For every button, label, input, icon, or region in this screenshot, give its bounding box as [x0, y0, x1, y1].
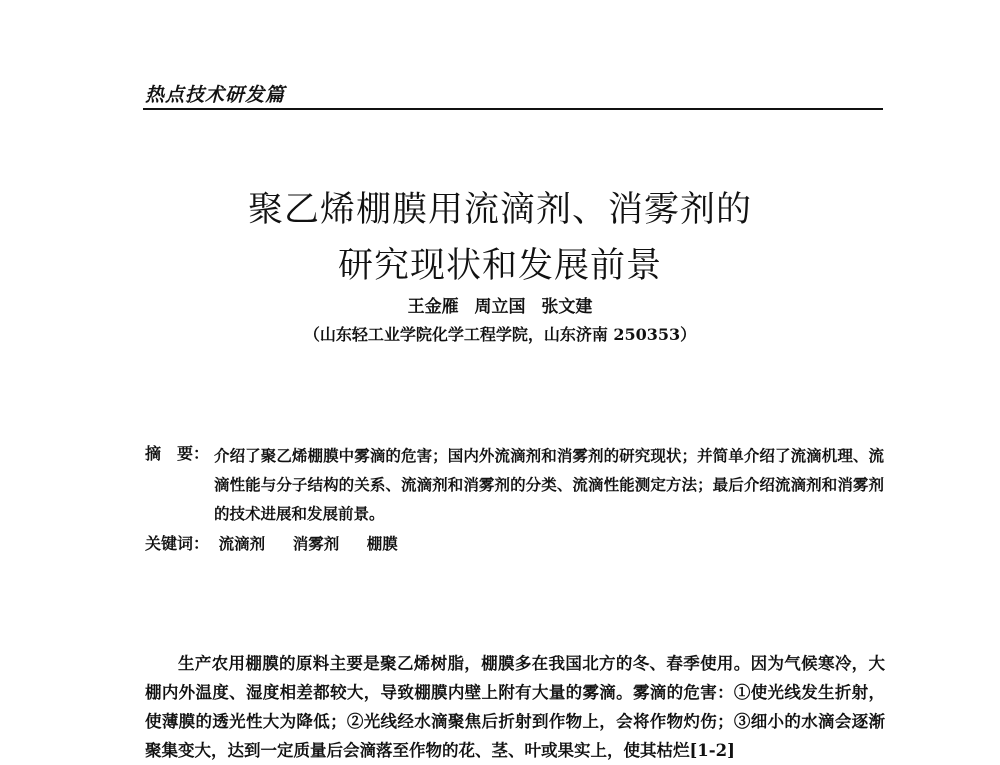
section-header: 热点技术研发篇 — [145, 84, 286, 106]
body-paragraph: 生产农用棚膜的原料主要是聚乙烯树脂，棚膜多在我国北方的冬、春季使用。因为气候寒冷，大棚内外温度、湿度相差都较大，导致棚膜内壁上附有大量的雾滴。雾滴的危害：①使光线发生折射，使薄膜的透光性大为降低；②光线经水滴聚焦后折射到作物上，会将作物灼伤；③细小的水滴会逐渐聚集变大，达到一定质量后会滴落至作物的花、茎、叶或果实上，使其枯烂[1-2] — [145, 654, 885, 760]
abstract-text: 介绍了聚乙烯棚膜中雾滴的危害；国内外流滴剂和消雾剂的研究现状；并简单介绍了流滴机理、流滴性能与分子结构的关系、流滴剂和消雾剂的分类、流滴性能测定方法；最后介绍流滴剂和消雾剂的技术进展和发展前景。 — [214, 446, 884, 523]
author-name: 王金雁 — [407, 297, 459, 317]
keywords-label: 关键词： — [145, 534, 210, 553]
abstract-label: 摘 要： — [145, 444, 210, 463]
author-name: 张文建 — [541, 297, 593, 317]
header-rule — [143, 108, 883, 110]
paper-title-line-2: 研究现状和发展前景 — [337, 246, 662, 286]
keyword: 消雾剂 — [292, 534, 340, 553]
paper-title-line-1: 聚乙烯棚膜用流滴剂、消雾剂的 — [247, 190, 752, 230]
author-affiliation: （山东轻工业学院化学工程学院，山东济南 250353） — [303, 325, 697, 344]
author-list — [0, 292, 1000, 317]
keyword: 流滴剂 — [218, 534, 266, 553]
keyword: 棚膜 — [366, 534, 398, 553]
author-name: 周立国 — [474, 297, 526, 317]
keywords-row — [145, 531, 420, 554]
